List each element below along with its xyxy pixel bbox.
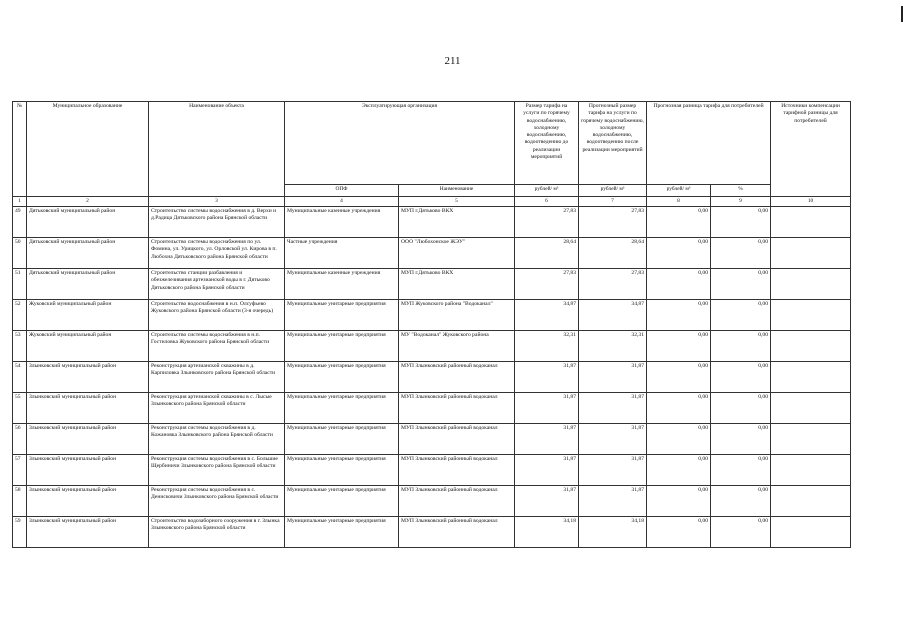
organization-cell: МУП Злынковский районный водоканал <box>399 393 515 424</box>
municipality-cell: Злынковский муниципальный район <box>27 424 149 455</box>
tariff-cell: 31,87 <box>515 362 579 393</box>
table-row <box>13 455 851 486</box>
percent-cell: 0,00 <box>711 269 771 300</box>
row-number: 55 <box>13 393 27 424</box>
table-row <box>13 424 851 455</box>
opf-cell: Муниципальные казенные учреждения <box>285 207 399 238</box>
object-cell: Реконструкция системы водоснабжения в д. Кожановка Злынковского района Брянской области <box>149 424 285 455</box>
tariff-cell: 31,87 <box>515 424 579 455</box>
object-cell: Строительство системы водоснабжения по ул. Фомина, ул. Урицкого, ул. Орловской ул. Кирова в п. Любохна Дятьковского района Брянской области <box>149 238 285 269</box>
opf-cell: Муниципальные унитарные предприятия <box>285 362 399 393</box>
forecast-tariff-cell: 27,83 <box>579 207 647 238</box>
tariff-cell: 34,18 <box>515 517 579 548</box>
tariff-cell: 27,83 <box>515 269 579 300</box>
forecast-tariff-cell: 31,87 <box>579 486 647 517</box>
row-number: 58 <box>13 486 27 517</box>
organization-cell: ООО "Любохонское ЖЭУ" <box>399 238 515 269</box>
column-number: 8 <box>647 197 711 207</box>
header-no: № <box>13 102 27 197</box>
opf-cell: Муниципальные унитарные предприятия <box>285 486 399 517</box>
table-row <box>13 517 851 548</box>
forecast-tariff-cell: 34,87 <box>579 300 647 331</box>
municipality-cell: Жуковский муниципальный район <box>27 300 149 331</box>
object-cell: Реконструкция артезианской скважины в д. Карпиловка Злынковского района Брянской области <box>149 362 285 393</box>
percent-cell: 0,00 <box>711 238 771 269</box>
column-number: 4 <box>285 197 399 207</box>
row-number: 54 <box>13 362 27 393</box>
table-row <box>13 300 851 331</box>
tariff-diff-cell: 0,00 <box>647 300 711 331</box>
row-number: 50 <box>13 238 27 269</box>
forecast-tariff-cell: 31,87 <box>579 362 647 393</box>
municipality-cell: Злынковский муниципальный район <box>27 486 149 517</box>
source-cell <box>771 517 851 548</box>
row-number: 57 <box>13 455 27 486</box>
header-sources: Источники компенсации тарифной разницы для потребителей <box>771 102 851 197</box>
tariff-diff-cell: 0,00 <box>647 331 711 362</box>
header-name: Наименование <box>399 185 515 197</box>
organization-cell: МУП Злынковский районный водоканал <box>399 424 515 455</box>
source-cell <box>771 207 851 238</box>
column-number: 7 <box>579 197 647 207</box>
table-row <box>13 238 851 269</box>
source-cell <box>771 424 851 455</box>
column-number: 1 <box>13 197 27 207</box>
opf-cell: Муниципальные казенные учреждения <box>285 269 399 300</box>
row-number: 52 <box>13 300 27 331</box>
tariff-diff-cell: 0,00 <box>647 486 711 517</box>
forecast-tariff-cell: 34,18 <box>579 517 647 548</box>
table-row <box>13 486 851 517</box>
table-row <box>13 393 851 424</box>
source-cell <box>771 362 851 393</box>
header-tariff: Размер тарифа на услуги по горячему водоснабжению, холодному водоснабжению, водоотведению до реализации мероприятий <box>515 102 579 185</box>
opf-cell: Муниципальные унитарные предприятия <box>285 517 399 548</box>
opf-cell: Муниципальные унитарные предприятия <box>285 455 399 486</box>
tariff-diff-cell: 0,00 <box>647 424 711 455</box>
tariff-cell: 32,31 <box>515 331 579 362</box>
edge-mark <box>901 6 903 22</box>
municipality-cell: Злынковский муниципальный район <box>27 455 149 486</box>
organization-cell: МУП Жуковского района "Водоканал" <box>399 300 515 331</box>
row-number: 51 <box>13 269 27 300</box>
header-operator: Эксплуатирующая организация <box>285 102 515 185</box>
municipality-cell: Дятьковский муниципальный район <box>27 269 149 300</box>
organization-cell: МУП г.Дятьково ВКХ <box>399 207 515 238</box>
tariff-diff-cell: 0,00 <box>647 362 711 393</box>
row-number: 59 <box>13 517 27 548</box>
tariff-diff-cell: 0,00 <box>647 238 711 269</box>
percent-cell: 0,00 <box>711 424 771 455</box>
object-cell: Реконструкция артезианской скважины в с. Лысые Злынковского района Брянской области <box>149 393 285 424</box>
tariff-cell: 31,87 <box>515 393 579 424</box>
forecast-tariff-cell: 31,87 <box>579 393 647 424</box>
tariff-table <box>12 101 851 548</box>
header-unit: рублей/ м³ <box>515 185 579 197</box>
table-row <box>13 207 851 238</box>
tariff-cell: 34,87 <box>515 300 579 331</box>
row-number: 56 <box>13 424 27 455</box>
forecast-tariff-cell: 27,83 <box>579 269 647 300</box>
column-number: 6 <box>515 197 579 207</box>
tariff-diff-cell: 0,00 <box>647 269 711 300</box>
table-row <box>13 362 851 393</box>
forecast-tariff-cell: 31,87 <box>579 455 647 486</box>
tariff-diff-cell: 0,00 <box>647 455 711 486</box>
object-cell: Строительство станции разбавления и обезжелезивания артезианской воды в г. Дятьково Дятьковского района Брянской области <box>149 269 285 300</box>
percent-cell: 0,00 <box>711 331 771 362</box>
column-number: 2 <box>27 197 149 207</box>
object-cell: Строительство системы водоснабжения в д. Верхи и д.Радица Дятьковского района Брянской области <box>149 207 285 238</box>
opf-cell: Муниципальные унитарные предприятия <box>285 300 399 331</box>
page-number: 211 <box>444 55 461 67</box>
forecast-tariff-cell: 32,31 <box>579 331 647 362</box>
organization-cell: МУ "Водоканал" Жуковского района <box>399 331 515 362</box>
column-number: 10 <box>771 197 851 207</box>
organization-cell: МУП Злынковский районный водоканал <box>399 517 515 548</box>
municipality-cell: Дятьковский муниципальный район <box>27 207 149 238</box>
organization-cell: МУП Злынковский районный водоканал <box>399 455 515 486</box>
header-unit: рублей/ м³ <box>647 185 711 197</box>
tariff-cell: 27,83 <box>515 207 579 238</box>
object-cell: Строительство водоснабжения в н.п. Олсуфьево Жуковского района Брянской области (3-я очередь) <box>149 300 285 331</box>
header-opf: ОПФ <box>285 185 399 197</box>
percent-cell: 0,00 <box>711 486 771 517</box>
opf-cell: Муниципальные унитарные предприятия <box>285 393 399 424</box>
percent-cell: 0,00 <box>711 455 771 486</box>
object-cell: Строительство водозаборного сооружения в г. Злынка Злынковского района Брянской области <box>149 517 285 548</box>
object-cell: Реконструкция системы водоснабжения в с. Денисковичи Злынковского района Брянской области <box>149 486 285 517</box>
source-cell <box>771 393 851 424</box>
source-cell <box>771 300 851 331</box>
header-municipality: Муниципальное образование <box>27 102 149 197</box>
source-cell <box>771 331 851 362</box>
organization-cell: МУП г.Дятьково ВКХ <box>399 269 515 300</box>
percent-cell: 0,00 <box>711 362 771 393</box>
forecast-tariff-cell: 31,87 <box>579 424 647 455</box>
row-number: 49 <box>13 207 27 238</box>
table-body <box>13 207 851 548</box>
header-unit: рублей/ м³ <box>579 185 647 197</box>
municipality-cell: Дятьковский муниципальный район <box>27 238 149 269</box>
source-cell <box>771 486 851 517</box>
column-number: 9 <box>711 197 771 207</box>
table-row <box>13 331 851 362</box>
municipality-cell: Злынковский муниципальный район <box>27 393 149 424</box>
percent-cell: 0,00 <box>711 393 771 424</box>
column-number: 3 <box>149 197 285 207</box>
organization-cell: МУП Злынковский районный водоканал <box>399 486 515 517</box>
percent-cell: 0,00 <box>711 517 771 548</box>
opf-cell: Муниципальные унитарные предприятия <box>285 331 399 362</box>
municipality-cell: Злынковский муниципальный район <box>27 517 149 548</box>
forecast-tariff-cell: 28,64 <box>579 238 647 269</box>
tariff-diff-cell: 0,00 <box>647 393 711 424</box>
opf-cell: Частные учреждения <box>285 238 399 269</box>
tariff-cell: 31,87 <box>515 455 579 486</box>
object-cell: Строительство системы водоснабжения в н.п. Гостиловка Жуковского района Брянской области <box>149 331 285 362</box>
header-percent: % <box>711 185 771 197</box>
header-object: Наименование объекта <box>149 102 285 197</box>
percent-cell: 0,00 <box>711 207 771 238</box>
opf-cell: Муниципальные унитарные предприятия <box>285 424 399 455</box>
source-cell <box>771 269 851 300</box>
source-cell <box>771 238 851 269</box>
tariff-diff-cell: 0,00 <box>647 517 711 548</box>
source-cell <box>771 455 851 486</box>
tariff-cell: 28,64 <box>515 238 579 269</box>
column-number: 5 <box>399 197 515 207</box>
tariff-diff-cell: 0,00 <box>647 207 711 238</box>
object-cell: Реконструкция системы водоснабжения в с. Большие Щербиничи Злынковского района Брянской области <box>149 455 285 486</box>
organization-cell: МУП Злынковский районный водоканал <box>399 362 515 393</box>
header-forecast-diff: Прогнозная разница тарифа для потребителей <box>647 102 771 185</box>
municipality-cell: Злынковский муниципальный район <box>27 362 149 393</box>
percent-cell: 0,00 <box>711 300 771 331</box>
table-row <box>13 269 851 300</box>
header-forecast-tariff: Прогнозный размер тарифа на услуги по горячему водоснабжению, холодному водоснабжению, водоотведению после реализации мероприятий <box>579 102 647 185</box>
tariff-cell: 31,87 <box>515 486 579 517</box>
municipality-cell: Жуковский муниципальный район <box>27 331 149 362</box>
row-number: 53 <box>13 331 27 362</box>
